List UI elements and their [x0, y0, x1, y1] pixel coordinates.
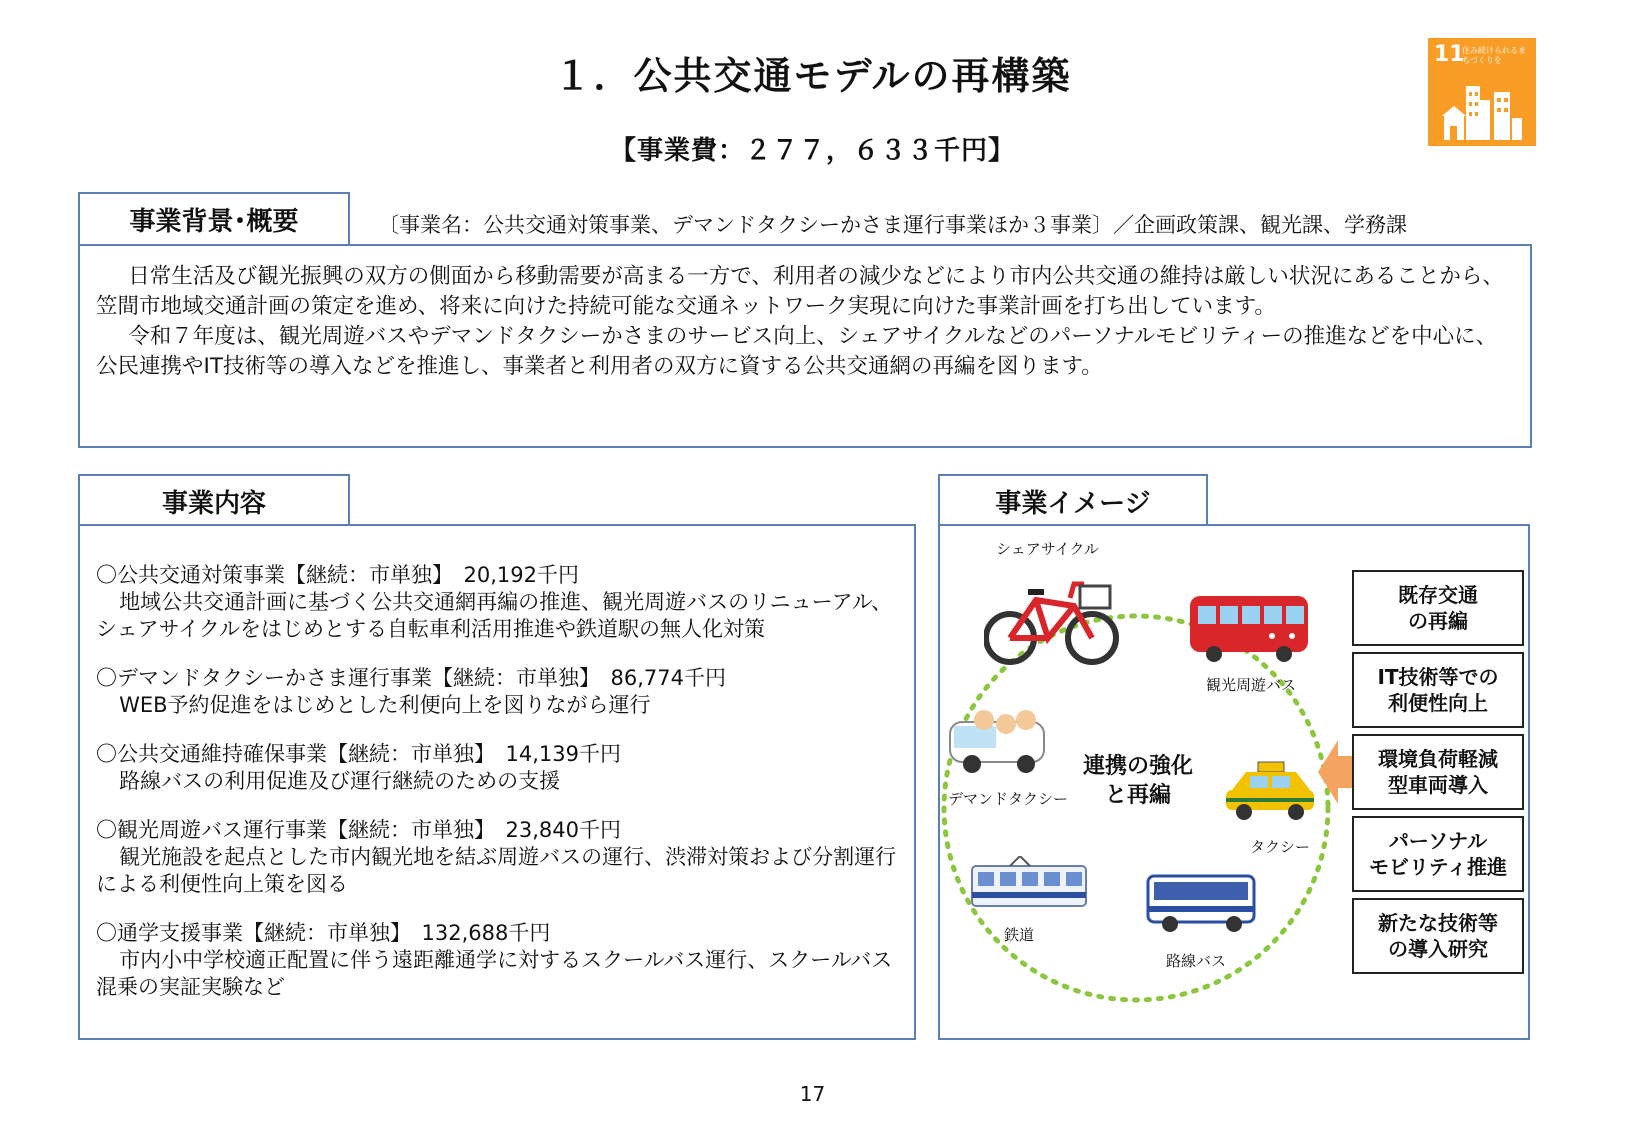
- bicycle-icon: [984, 576, 1120, 668]
- sdg-goal-11-badge: [1428, 38, 1536, 146]
- item-heading: 〇デマンドタクシーかさま運行事業【継続：市単独】 86,774千円: [96, 666, 726, 690]
- item-heading: 〇公共交通維持確保事業【継続：市単独】 14,139千円: [96, 742, 621, 766]
- box-it-convenience: IT技術等での 利便性向上: [1352, 652, 1524, 728]
- city-buildings-icon: [1442, 78, 1522, 140]
- tab-content: 事業内容: [78, 474, 350, 526]
- route-bus-icon: [1146, 872, 1258, 934]
- demand-taxi-icon: [946, 708, 1050, 778]
- list-item: [96, 665, 904, 719]
- background-paragraph: 日常生活及び観光振興の双方の側面から移動需要が高まる一方で、利用者の減少などにより市内公共交通の維持は厳しい状況にあることから、笠間市地域交通計画の策定を進め、将来に向けた持続可能な交通ネットワーク実現に向けた事業計画を打ち出しています。: [96, 264, 1504, 319]
- item-description: 路線バスの利用促進及び運行継続のための支援: [119, 769, 561, 793]
- label-tour-bus: 観光周遊バス: [1206, 676, 1297, 694]
- image-box: [938, 524, 1530, 1040]
- center-label: 連携の強化 と再編: [1082, 754, 1193, 808]
- item-description: 観光施設を起点とした市内観光地を結ぶ周遊バスの運行、渋滞対策および分割運行による利便性向上策を図る: [96, 845, 897, 896]
- box-eco-vehicles: 環境負荷軽減 型車両導入: [1352, 734, 1524, 810]
- list-item: [96, 817, 904, 898]
- label-route-bus: 路線バス: [1166, 952, 1227, 970]
- background-paragraph: 令和７年度は、観光周遊バスやデマンドタクシーかさまのサービス向上、シェアサイクルなどのパーソナルモビリティーの推進などを中心に、公民連携やIT技術等の導入などを推進し、事業者と利用者の双方に資する公共交通網の再編を図ります。: [96, 324, 1498, 379]
- item-heading: 〇公共交通対策事業【継続：市単独】 20,192千円: [96, 563, 579, 587]
- page-number: 17: [799, 1082, 826, 1106]
- item-description: WEB予約促進をはじめとした利便向上を図りながら運行: [119, 693, 651, 717]
- budget-total: 【事業費：２７７，６３３千円】: [609, 136, 1015, 166]
- taxi-icon: [1222, 760, 1318, 824]
- label-share-cycle: シェアサイクル: [996, 540, 1099, 558]
- page-title: １．公共交通モデルの再構築: [553, 54, 1072, 98]
- sdg-number: 11: [1434, 42, 1465, 67]
- item-heading: 〇通学支援事業【継続：市単独】 132,688千円: [96, 921, 551, 945]
- list-item: [96, 741, 904, 795]
- tab-background: 事業背景･概要: [78, 192, 350, 244]
- sdg-text: 住み続けられるまちづくりを: [1462, 46, 1526, 65]
- arrow-left-icon: [1318, 736, 1354, 808]
- train-icon: [970, 856, 1090, 916]
- label-demand-taxi: デマンドタクシー: [948, 790, 1069, 808]
- tab-image: 事業イメージ: [938, 474, 1208, 526]
- list-item: [96, 562, 904, 643]
- item-heading: 〇観光周遊バス運行事業【継続：市単独】 23,840千円: [96, 818, 621, 842]
- item-description: 市内小中学校適正配置に伴う遠距離通学に対するスクールバス運行、スクールバス混乗の実証実験など: [96, 948, 893, 999]
- label-railway: 鉄道: [1004, 926, 1035, 944]
- label-taxi: タクシー: [1250, 838, 1311, 856]
- box-new-technology: 新たな技術等 の導入研究: [1352, 898, 1524, 974]
- background-box: [78, 244, 1532, 448]
- list-item: [96, 920, 904, 1001]
- project-caption: 〔事業名：公共交通対策事業、デマンドタクシーかさま運行事業ほか３事業〕／企画政策課、観光課、学務課: [378, 213, 1407, 237]
- content-box: [78, 524, 916, 1040]
- tour-bus-icon: [1188, 592, 1312, 664]
- box-existing-transport: 既存交通 の再編: [1352, 570, 1524, 646]
- item-description: 地域公共交通計画に基づく公共交通網再編の推進、観光周遊バスのリニューアル、シェアサイクルをはじめとする自転車利活用推進や鉄道駅の無人化対策: [96, 590, 893, 641]
- box-personal-mobility: パーソナル モビリティ推進: [1352, 816, 1524, 892]
